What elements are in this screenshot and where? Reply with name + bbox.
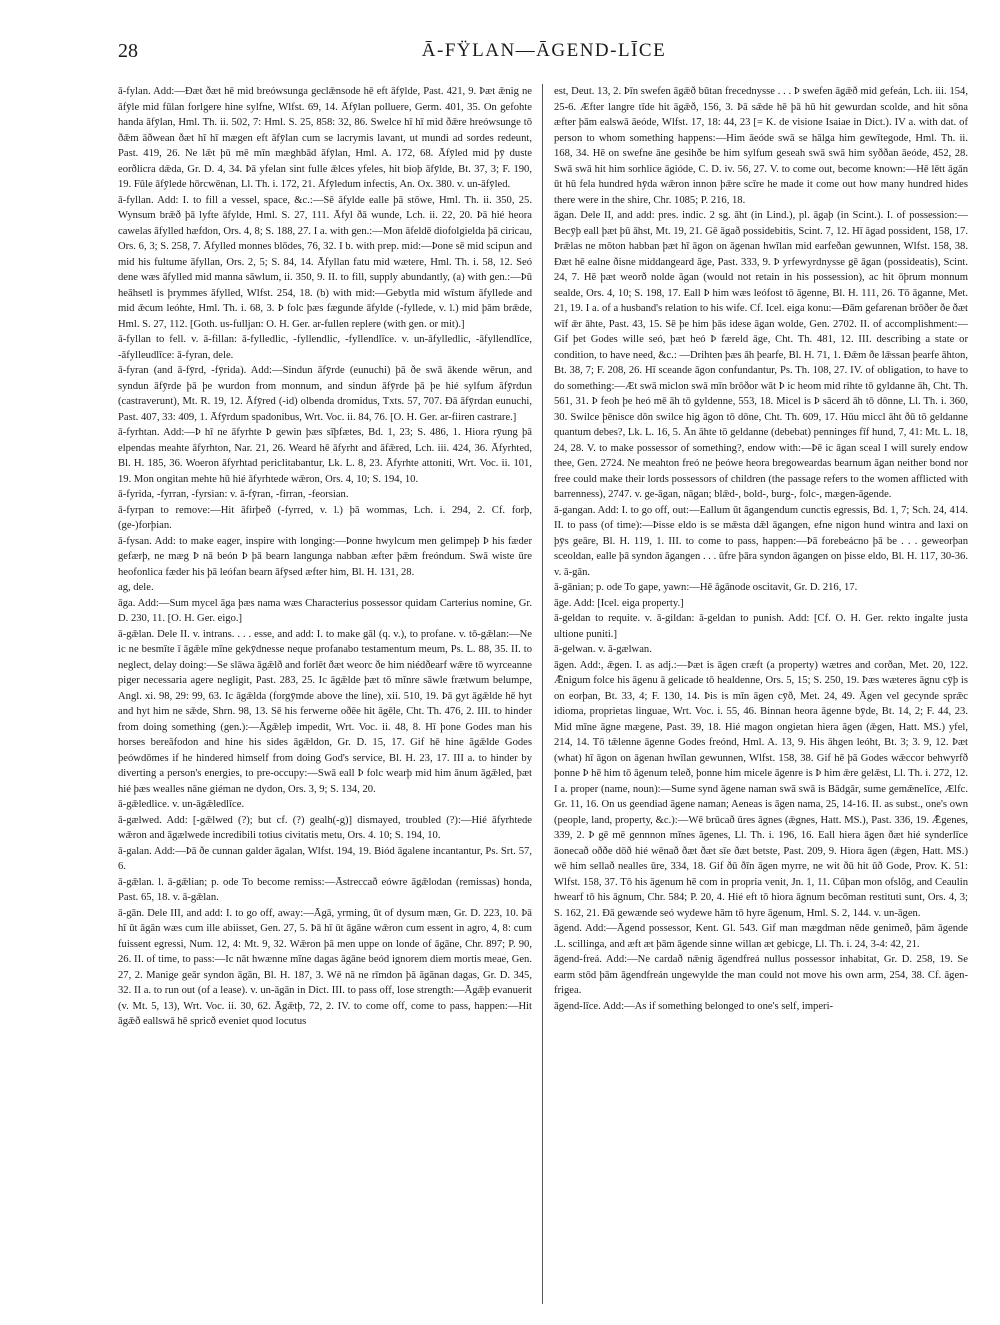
dictionary-entry: ag, dele. [118, 582, 154, 593]
dictionary-entry: ā-fyrhtan. Add:—Þ hī ne āfyrhte Þ gewin þæs sīþfætes, Bd. 1, 23; S. 486, 1. Hiora rȳung þā elpendas meahte āfyrhton, Nar. 21, 26. Weard hē āfyrht and āfǣred, Lch. iii. 424, 36. Āfyrhted, Bl. H. 185, 36. Woeron āfyrhtad periclitabantur, Lk. L. 8, 23. Āfyrhte attoniti, Wrt. Voc. ii. 101, 19. Mon ongitan mehte hū hié āfyrhtede wǣron, Ors. 4, 10; S. 194, 10. [118, 427, 532, 485]
dictionary-entry: āgend-freá. Add:—Ne cardað nǣnig āgendfreá nullus possessor inhabitat, Gr. D. 258, 19. Se earm stōd þām āgendfreán ungewylde the man could not move his own arm, 254, 38. Cf. āgen-frigea. [554, 954, 968, 996]
dictionary-entry: ā-fyllan to fell. v. ā-fillan: ā-fylledlic, -fyllendlic, -fyllendlīce. v. un-āfylledlic, -āfyllendlīce, -āfylleudlīce: ā-fyran, dele. [118, 334, 532, 361]
dictionary-entry: ā-gǣlan. Dele II. v. intrans. . . . esse, and add: I. to make gāl (q. v.), to profane. v. tō-gǣlan:—Ne ic ne besmīte ī āgǣle mīne gekȳdnesse neque profanabo testamentum meum, Ps. L. 88, 35. II. to neglect, delay doing:—Se slāwa āgǣlð and forlēt ðæt weorc ðe him niédðearf wǣre tō wyrceanne piger necessaria agere negligit, Past. 283, 25. Ic āgǣlde þæt tō mīnre sāwle frætwum belumpe, Angl. xi. 98, 29: 99, 63. Ic āgǣlda (forgȳmde above the line), xii. 510, 19. Þā gyt āgǣlde hē hyt and hyt him ne sǣde, Shrn. 98, 13. Sē his ferwerne oðēe hit āgēle, Cht. Th. 476, 2. III. to hinder from doing something (gen.):—Āgǣleþ impedit, Wrt. Voc. ii. 48, 8. Hī þone Godes man his horses bereāfodon and hine his sides āgǣldon, Gr. D. 15, 17. Gif hē hine āgǣlde Godes þeówdōmes if he hindered himself from doing God's service, Bl. H. 23, 17. III a. to hinder by diverting a person's energies, to pre-occupy:—Swā eall Þ folc wearþ mid him ānum āgǣled, þæt hié þæs wealles nāne giéman ne dydon, Ors. 3, 9; S. 134, 20. [118, 628, 532, 795]
text-columns [118, 84, 970, 1304]
dictionary-entry: ā-fyrida, -fyrran, -fyrsian: v. ā-fȳran, -firran, -feorsian. [118, 489, 349, 500]
dictionary-entry: ā-fyran (and ā-fȳrd, -fȳrida). Add:—Sindun āfȳrde (eunuchi) þā ðe swā ākende wērun, and syndun āfȳrde þā þe wurdon from monnum, and sindun āfȳrde þā þe hié sylfum āfȳrdun (castraverunt), Mt. R. 19, 12. Āfȳred (-id) olbenda dromidus, Txts. 57, 707. Ðā āfȳrdan eunuchi, Past. 407, 33: 409, 1. Āfȳrdum spadonibus, Wrt. Voc. ii. 84, 76. [O. H. Ger. ar-fiiren castrare.] [118, 365, 532, 423]
dictionary-entry: āga. Add:—Sum mycel āga þæs nama wæs Characterius possessor quidam Carterius nomine, Gr. D. 230, 11. [O. H. Ger. eigo.] [118, 597, 532, 624]
dictionary-entry: ā-gānian; p. ode To gape, yawn:—Hē āgānode oscitavit, Gr. D. 216, 17. [554, 582, 858, 593]
dictionary-entry: ā-gelwan. v. ā-gælwan. [554, 644, 652, 655]
page-number: 28 [118, 40, 138, 62]
dictionary-entry: āgend-līce. Add:—As if something belonged to one's self, imperi- [554, 1000, 834, 1012]
dictionary-entry: ā-gælwed. Add: [-gǣlwed (?); but cf. (?) gealh(-g)] dismayed, troubled (?):—Hié āfyrhtede wǣron and āgælwede incredibili totius civitatis metu, Ors. 4. 10; S. 194, 10. [118, 814, 532, 841]
dictionary-entry: ā-fyllan. Add: I. to fill a vessel, space, &c.:—Sē āfylde ealle þā stōwe, Hml. Th. ii. 350, 25. Wynsum brǣð þā lyfte āfylde, Hml. S. 27, 111. Āfyl ðā wunde, Lch. ii. 22, 20. Þā hié heora cawelas āfylled hæfdon, Ors. 4, 8; S. 188, 27. I a. with gen.:—Mon āfeldē diofolgielda þā ciricau, Ors. 6, 3; S. 258, 7. Āfylled monnes blōdes, 76, 32. I b. with prep. mid:—Þone sē mid scipun and mid his fultume āfyllan, Ors. 2, 5; S. 84, 14. Āfyllan fatu mid wætere, Hml. Th. i. 58, 12. Seó dene wæs āfylled mid manna sāwlum, ii. 350, 9. II. to fill, supply abundantly, (a) with gen.:—Þū heāhsetl is þrymmes āfylled, Wlfst. 254, 18. (b) with mid:—Gebytla mid wīstum āfyllede and mid ǣcum leóhte, Hml. Th. i. 68, 3. Þ folc þæs fægunde āfylde (-fyllede, v. l.) mid þām brǣde, Hml. S. 27, 112. [Goth. us-fulljan: O. H. Ger. ar-fullen replere (with gen. or mit).] [118, 194, 532, 330]
dictionary-entry: ā-gān. Dele III, and add: I. to go off, away:—Āgā, yrming, ūt of dysum mæn, Gr. D. 223, 10. Þā hī ūt āgān wæs cum ille abiisset, Gen. 27, 5. Þā hī ūt āgāne wǣron cum essent in agro, 4, 8: cum fuissent egressi, Num. 12, 4: Mt. 9, 32. Wǣron þā men uppe on londe of āgāne, Chr. 897; P. 90, 26. II. of time, to pass:—Ic nāt hwænne mīne dagas āgāne beód ignorem diem mortis meae, Gen. 27, 2. Manige geār syndon āgān, Bl. H. 187, 3. Wē nā ne rīmdon þā āgānan dagas, Gr. D. 345, 32. II a. to run out (of a lease). v. un-āgān in Dict. III. to pass off, lose strength:—Āgǣþ evanuerit (v. Mt. 5, 13), Wrt. Voc. ii. 30, 62. Āgǣtþ, 72, 2. IV. to come off, come to pass, happen:—Hit āgǣð eallswā hē spricð eveniet quod locutus [118, 907, 532, 1027]
dictionary-entry: est, Deut. 13, 2. Þīn swefen āgǣð būtan frecednysse . . . Þ swefen āgǣð mid gefeán, Lch. iii. 154, 25-6. Æfter langre tīde hit āgǣð, 156, 3. Þā sǣde hē þā hū hit gewurdan scolde, and hit sōna æfter þām ealswā āeóde, Wlfst. 17, 18: 44, 23 [= K. de visione Isaiae in Dict.). IV a. with dat. of person to whom something happens:—Him āeóde swā se hālga him gewītegode, Hml. Th. ii. 168, 34. Hē on swefne āne gesihðe be him sylfum geseah swā swā him syððan āeóde, 452, 28. Swā swā hit him sorhlice āgióde, C. D. iv. 56, 27. V. to come out, become known:—Hē lētt āgān ūt hū fela hundred hȳda wǣron innon þǣre scīre he made it come out how many hundred hides there were in the shire, Chr. 1085; P. 216, 18. [554, 86, 968, 206]
dictionary-entry: āgan. Dele II, and add: pres. indic. 2 sg. āht (in Lind.), pl. āgaþ (in Scint.). I. of possession:—Becȳþ eall þæt þū āhst, Mt. 19, 21. Gē āgað possidebitis, Scint. 7, 12. Hī āgad possident, 158, 17. Þrǣlas ne mōton habban þæt hī āgon on āgenan hwīlan mid earfeðan gewunnen, Wlfst. 158, 38. Ðæt hē ealne ðisne middangeard āge, Past. 333, 9. Þ yrfewyrdnysse gē āgan (possideatis), Scint. 24, 7. Hē þæt weorð nolde āgan (would not retain in his possession), ac hit ōþrum monnum sealde, Ors. 4, 10; S. 198, 17. Eall Þ him wæs leófost tō āgenne, Bl. H. 111, 26. Tō āganne, Met. 21, 19. I a. of a husband's relation to his wife. Cf. Icel. eiga konu:—Ðām gefarenan brōðer ðe ðæt wīf ǣr āhte, Past. 43, 15. Sē þe him þās idese āgan wolde, Gen. 2702. II. of accomplishment:—Gif þet Godes wille seó, þæt heó Þ færeld āge, Cht. Th. 481, 12. III. describing a state or condition, to have need, &c.: —Drihten þæs āh þearfe, Bl. H. 71, 1. Ðǣm ðe lǣssan þearfe āhton, Bt. 38, 7; F. 208, 26. Hī sceande āgon confundantur, Ps. Th. 108, 27. IV. of obligation, to have to do something:—Æt swā miclon swā mīn brōðor wāt Þ ic heom mid rihte tō gyldanne āh, Cht. Th. 561, 31. Þ feoh þe heó mē āh tō gyldenne, 553, 18. Micel is Þ sācerd āh tō dōnne, Ll. Th. i. 360, 30. Swilce þēnisce dōn swilce hig āgon tō dōne, Cht. Th. 609, 17. Hūu miccl āht ðū tō geldanne quantum debes?, Lk. L. 16, 5. Ān āhte tō geldanne (debebat) penninges fīf hund, 7, 41: Mt. L. 18, 24, 28. V. to make possessor of something?, endow with:—Þē ic āgan sceal I will surely endow thee, Gen. 2724. Ne meahton freó ne þeówe heora bregowеardas bearnum āgan neither bond nor free could make their lords possessors of children (the passage refers to the women afflicted with barrenness), 2747. v. ge-āgan, nāgan; blǣd-, bold-, burg-, folc-, mægen-āgende. [554, 210, 968, 500]
right-column [554, 84, 968, 1304]
dictionary-entry: ā-geldan to requite. v. ā-gildan: ā-geldan to punish. Add: [Cf. O. H. Ger. rekto ingalte justa ultione puniti.] [554, 613, 968, 640]
running-title: Ā-FŸLAN—ĀGEND-LĪCE [421, 40, 667, 61]
dictionary-entry: ā-gǣledlice. v. un-āgǣledlīce. [118, 799, 245, 810]
dictionary-entry: ā-fyrpan to remove:—Hit āfirþeð (-fyrred, v. l.) þā wommas, Lch. i. 294, 2. Cf. forþ, (ge-)forþian. [118, 504, 532, 531]
left-column [118, 84, 532, 1304]
dictionary-entry: āge. Add: [Icel. eiga property.] [554, 597, 684, 609]
dictionary-entry: āgen. Add:, ǣgen. I. as adj.:—Þæt is āgen cræft (a property) wætres and corðan, Met. 20, 122. Ǣnigum folce his āgenu ā gelicade tō healdenne, Ors. 5, 15; S. 250, 19. Þæs wæteres āgnu cȳþ is on eorþan, Bt. 33, 4; F. 130, 14. Þis is mīn āgen cȳð, Met. 24, 49. Āgen vel gecynde sprǣc idioma, proprietas linguae, Wrt. Voc. i. 55, 46. Binnan heora āgenne bȳde, Bt. 14, 2; F. 44, 23. Mid mīne āgne mægene, Past. 39, 18. Hié magon ongietan hiera āgen (ǣgen, Hatt. MS.) yfel, 214, 14. Tō tǣlenne āgenne Godes freónd, Hml. A. 13, 9. His āhgen leóht, Bt. 3; 3. 9, 12. Þæt (what) hī āgon on āgenan hwīlan gewunnen, Wlfst. 158, 38. Gif hē þā Godes wǣccor behwyrfð þonne Þ hē him tō āgenum teleð, þonne him micele āgenre is Þ him ǣre gelǣst, Ll. Th. i. 272, 12. I a. proper (name, noun):—Sume synd āgene naman swā swā is Bādgār, sume gemǣnelīce, Ælfc. Gr. 11, 16. On us geendiad āgene naman; Aeneas is āgen nama, 25, 14-16. II. as subst., one's own (people, land, property, &c.):—Wē brūcað ūres āgnes (ǣgnes, Hatt. MS.), Past. 336, 19. Ǣgenes, 339, 2. Þ gē mē gennnon mīnes āgenes, Ll. Th. i. 196, 16. Eall hiera āgen ðæt hié synderlīce āonecað oððe dōð hié wēnað ðæt ðæt sīe ðæt betste, Past. 209, 9. Hiora āgen (ǣgen, Hatt. MS.) wē him sellað nealles ūre, 334, 18. Gif ðū ðīn āgen myrre, ne wit ðū hit ūð Gode, Prov. K. 51: Wlfst. 158, 37. Tō his āgenum hē com in propria venit, Jn. 1, 11. Cūþan mon ofslōg, and Ceaulin hwearf tō his āgnum, Chr. 584; P. 20, 4. Hié eft tō hiora āgnum becōman restituti sunt, Ors. 4, 3; S. 162, 21. Ðā gewænde seó wydewe hām tō hyre āgenum, Hml. S. 2, 144. v. un-āgen. [554, 659, 968, 919]
dictionary-entry: ā-fylan. Add:—Ðæt ðæt hē mid breówsunga geclǣnsode hē eft āfȳlde, Past. 421, 9. Þæt ǣnig ne āfȳle mid fūlan forlgere hine sylfne, Wlfst. 69, 14. Āfȳlan polluere, Germ. 401, 35. On gefohte handa āfȳlan, Hml. Th. ii. 502, 7: Hml. S. 25, 858: 32, 86. Swelce hī hī mid ðǣre hreówsunge tō ðǣm āðwean ðæt hī hī mægen eft āfȳlan cum se lacrymis lavant, ut mundi ad sordes redeunt, Past. 419, 26. Ne lǣt þū mē mīn mæghbād āfȳlan, Hml. A. 172, 68. Āfȳled mid þȳ duste eorðlicra dǣda, Gr. D. 4, 34. Þā yfelan sint fulle ǣlces yfeles, hit bioþ āfȳlde, Bt. 37, 3; F. 190, 19. Fūle āfȳlede hōrcwēnan, Ll. Th. i. 172, 21. Āfȳledum infectis, An. Ox. 380. v. un-āfȳled. [118, 86, 532, 190]
dictionary-entry: ā-fysan. Add: to make eager, inspire with longing:—Þonne hwylcum men gelimpeþ Þ his fæder gefærþ, ne mæg Þ nā beón Þ þā bearn langunga nabban æfter þǣm freóndum. Swā wiste ūre heofonlica fæder his þā leófan bearn āfȳsed æfter him, Bl. H. 131, 28. [118, 535, 532, 578]
dictionary-entry: ā-galan. Add:—Þā ðe cunnan galder āgalan, Wlfst. 194, 19. Biód āgalene incantantur, Ps. Srt. 57, 6. [118, 845, 532, 872]
dictionary-entry: āgend. Add:—Āgend possessor, Kent. Gl. 543. Gif man mægdman nēde genimeð, þām āgende .L. scillinga, and æft æt þām āgende sinne willan æt gebicge, Ll. Th. i. 24, 3-4: 42, 21. [554, 923, 968, 950]
column-divider [542, 84, 543, 1304]
page-header [118, 40, 970, 70]
dictionary-entry: ā-gǣlan. l. ā-gǣlian; p. ode To become remiss:—Āstreccað eówre āgǣlodan (remissas) honda, Past. 65, 18. v. ā-gǣlan. [118, 876, 532, 903]
dictionary-entry: ā-gangan. Add: I. to go off, out:—Eallum ūt āgangendum cunctis egressis, Bd. 1, 7; Sch. 24, 414. II. to pass (of time):—Þisse eldo is se mǣsta dǣl āgangen, efne nigon hund wintra and laxi on þȳs geāre, Bl. H. 119, 1. III. to come to pass, happen:—Þā forebeácno þā be . . . geweorþan sceoldan, ealle þā syndon āgangen . . . ūfre þāra syndon āgangen on þisse eldo, Bl. H. 117, 30-36. v. ā-gān. [554, 504, 968, 578]
